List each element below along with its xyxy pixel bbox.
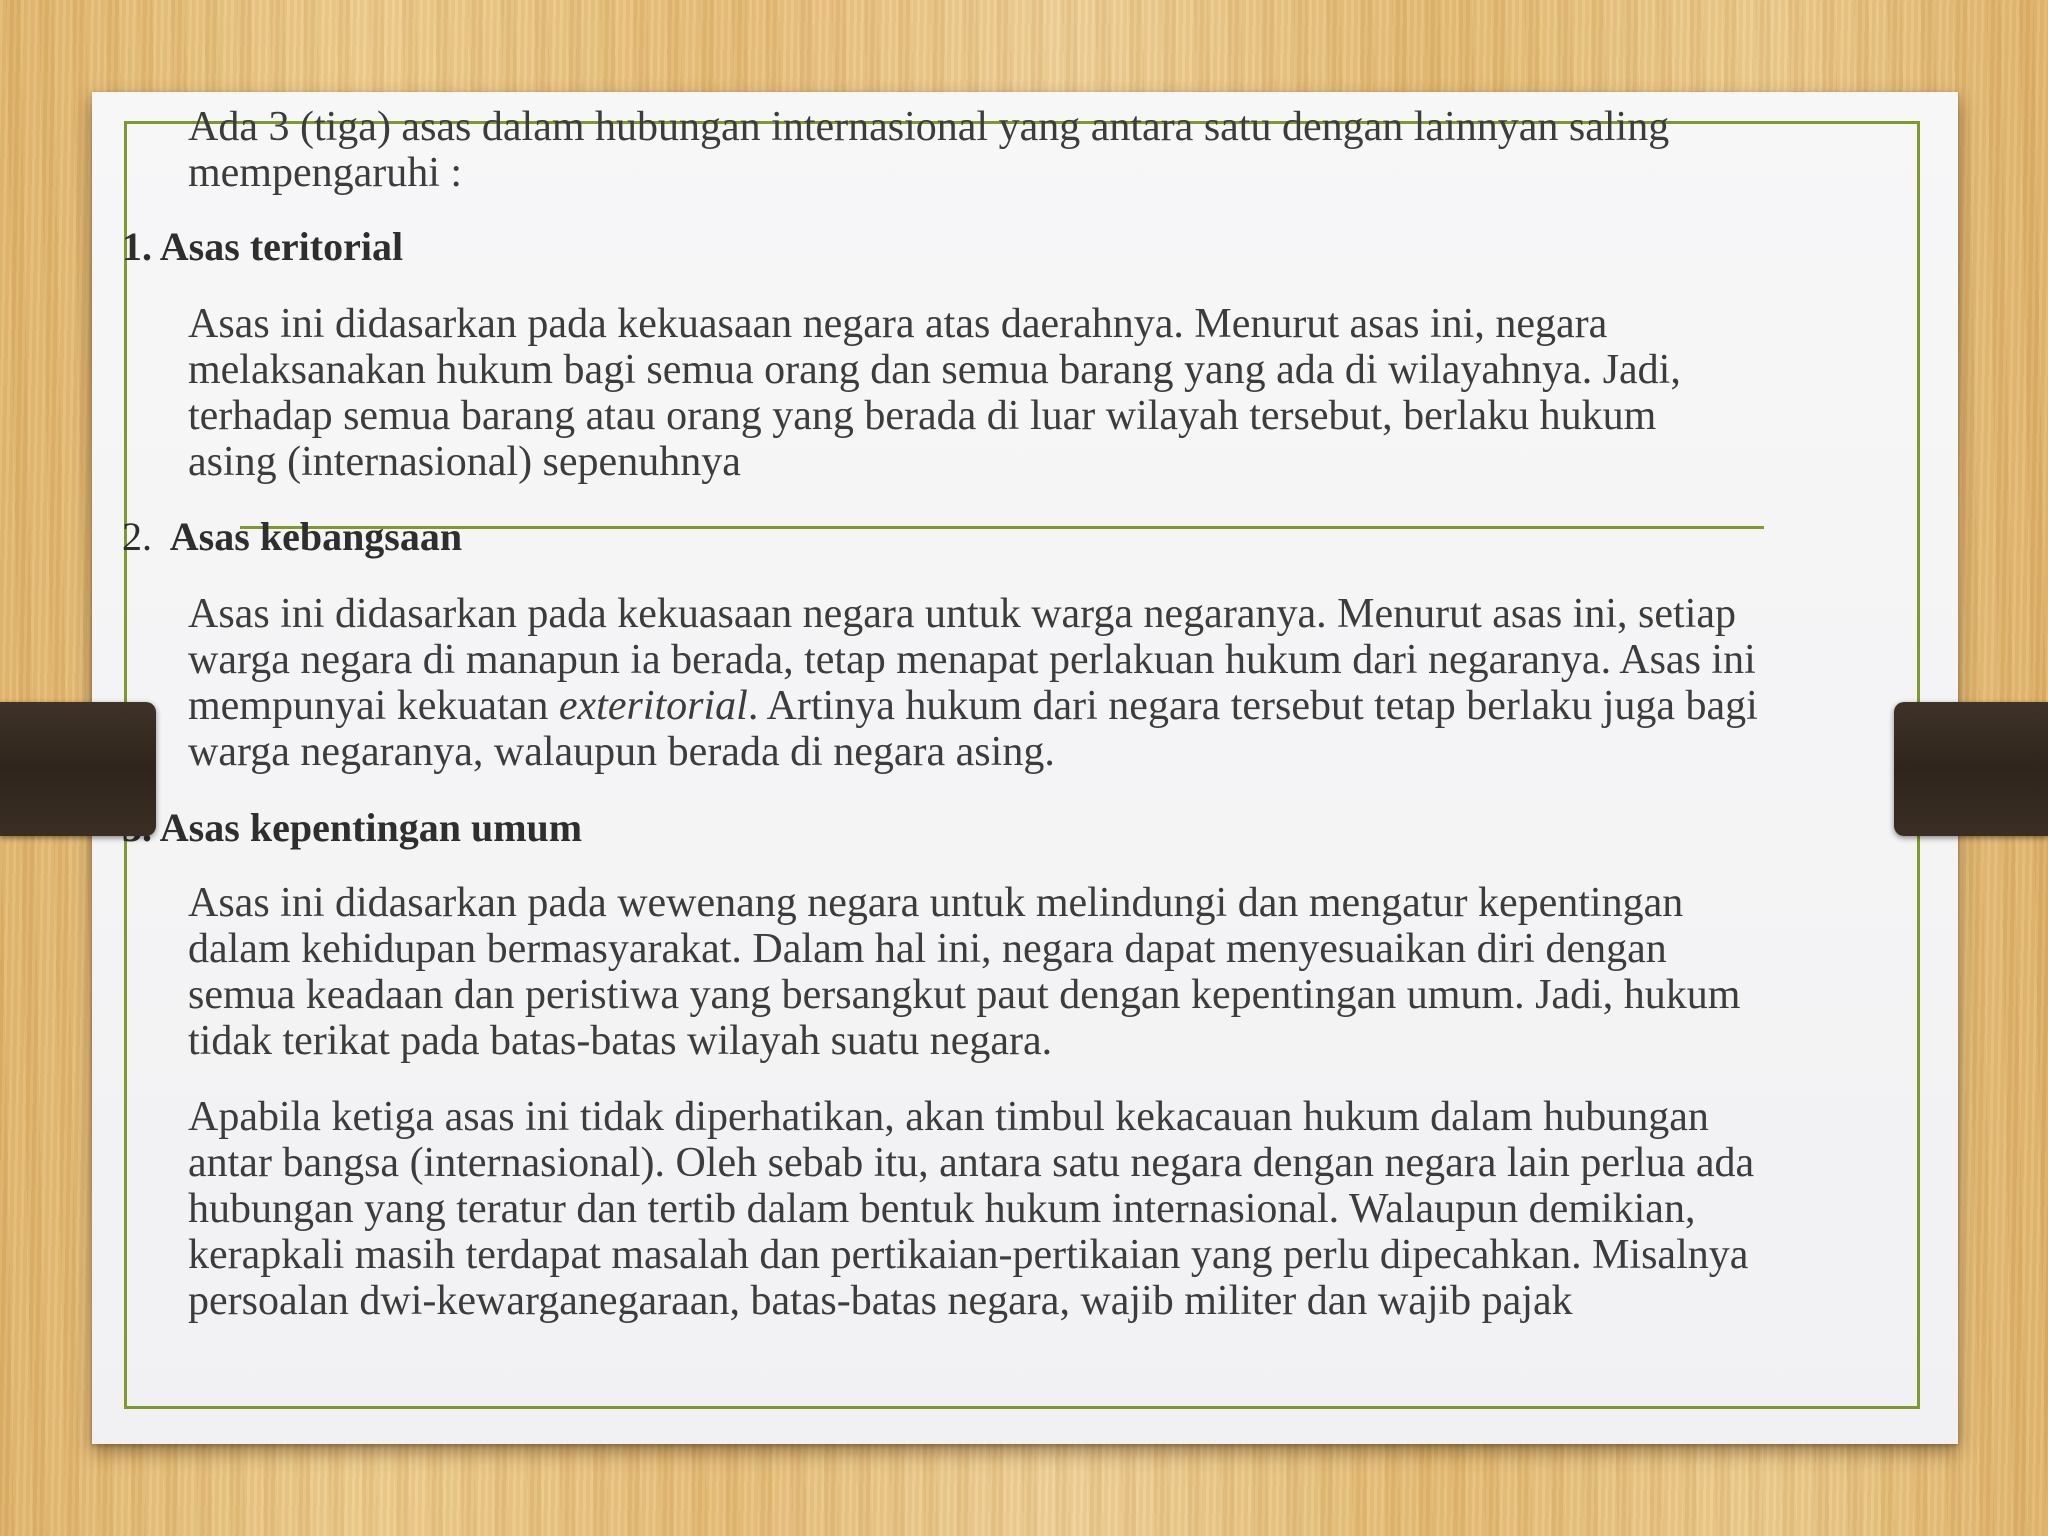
section-1-number: 1. [122,224,152,269]
left-binder-clip [0,702,156,836]
conclusion-paragraph [188,1094,1928,1324]
intro-paragraph [188,104,1928,196]
section-1-line-4: asing (internasional) sepenuhnya [188,439,741,485]
section-2-line-1: Asas ini didasarkan pada kekuasaan negara untuk warga negaranya. Menurut asas ini, setiap [188,591,1737,637]
section-3-line-3: semua keadaan dan peristiwa yang bersangkut paut dengan kepentingan umum. Jadi, hukum [188,972,1741,1018]
section-1-line-3: terhadap semua barang atau orang yang berada di luar wilayah tersebut, berlaku hukum [188,393,1657,439]
section-3-line-4: tidak terikat pada batas-batas wilayah suatu negara. [188,1018,1053,1064]
right-binder-clip [1894,702,2048,836]
conclusion-line-5: persoalan dwi-kewarganegaraan, batas-batas negara, wajib militer dan wajib pajak [188,1278,1573,1324]
section-3-line-1: Asas ini didasarkan pada wewenang negara untuk melindungi dan mengatur kepentingan [188,880,1684,926]
section-2-line-3-pre: mempunyai kekuatan [188,683,559,729]
section-2-line-3-post: . Artinya hukum dari negara tersebut tetap berlaku juga bagi [747,683,1758,729]
conclusion-line-3: hubungan yang teratur dan tertib dalam bentuk hukum internasional. Walaupun demikian, [188,1186,1696,1232]
section-2-number: 2. [122,514,152,559]
intro-line-1: Ada 3 (tiga) asas dalam hubungan internasional yang antara satu dengan lainnyan saling [188,104,1670,150]
section-3-heading [122,805,582,851]
conclusion-line-1: Apabila ketiga asas ini tidak diperhatikan, akan timbul kekacauan hukum dalam hubungan [188,1094,1709,1140]
intro-line-2: mempengaruhi : [188,150,463,196]
conclusion-line-2: antar bangsa (internasional). Oleh sebab itu, antara satu negara dengan negara lain perlua ada [188,1140,1755,1186]
section-2-title: Asas kebangsaan [169,514,463,559]
section-3-line-2: dalam kehidupan bermasyarakat. Dalam hal ini, negara dapat menyesuaikan diri dengan [188,926,1667,972]
section-1-heading [122,224,403,270]
conclusion-line-4: kerapkali masih terdapat masalah dan pertikaian-pertikaian yang perlu dipecahkan. Misalnya [188,1232,1749,1278]
section-2-line-2: warga negara di manapun ia berada, tetap menapat perlakuan hukum dari negaranya. Asas ini [188,637,1756,683]
section-1-line-1: Asas ini didasarkan pada kekuasaan negara atas daerahnya. Menurut asas ini, negara [188,301,1608,347]
section-3-paragraph [188,880,1928,1064]
section-2-heading [122,514,462,560]
section-2-line-4: warga negaranya, walaupun berada di negara asing. [188,729,1055,775]
section-1-line-2: melaksanakan hukum bagi semua orang dan semua barang yang ada di wilayahnya. Jadi, [188,347,1681,393]
section-1-paragraph [188,301,1928,485]
section-1-title: Asas teritorial [159,224,404,269]
section-2-line-3 [188,683,1758,729]
exteritorial-term: exteritorial [558,683,748,729]
section-2-paragraph [188,591,1928,775]
section-3-title: Asas kepentingan umum [159,805,583,850]
